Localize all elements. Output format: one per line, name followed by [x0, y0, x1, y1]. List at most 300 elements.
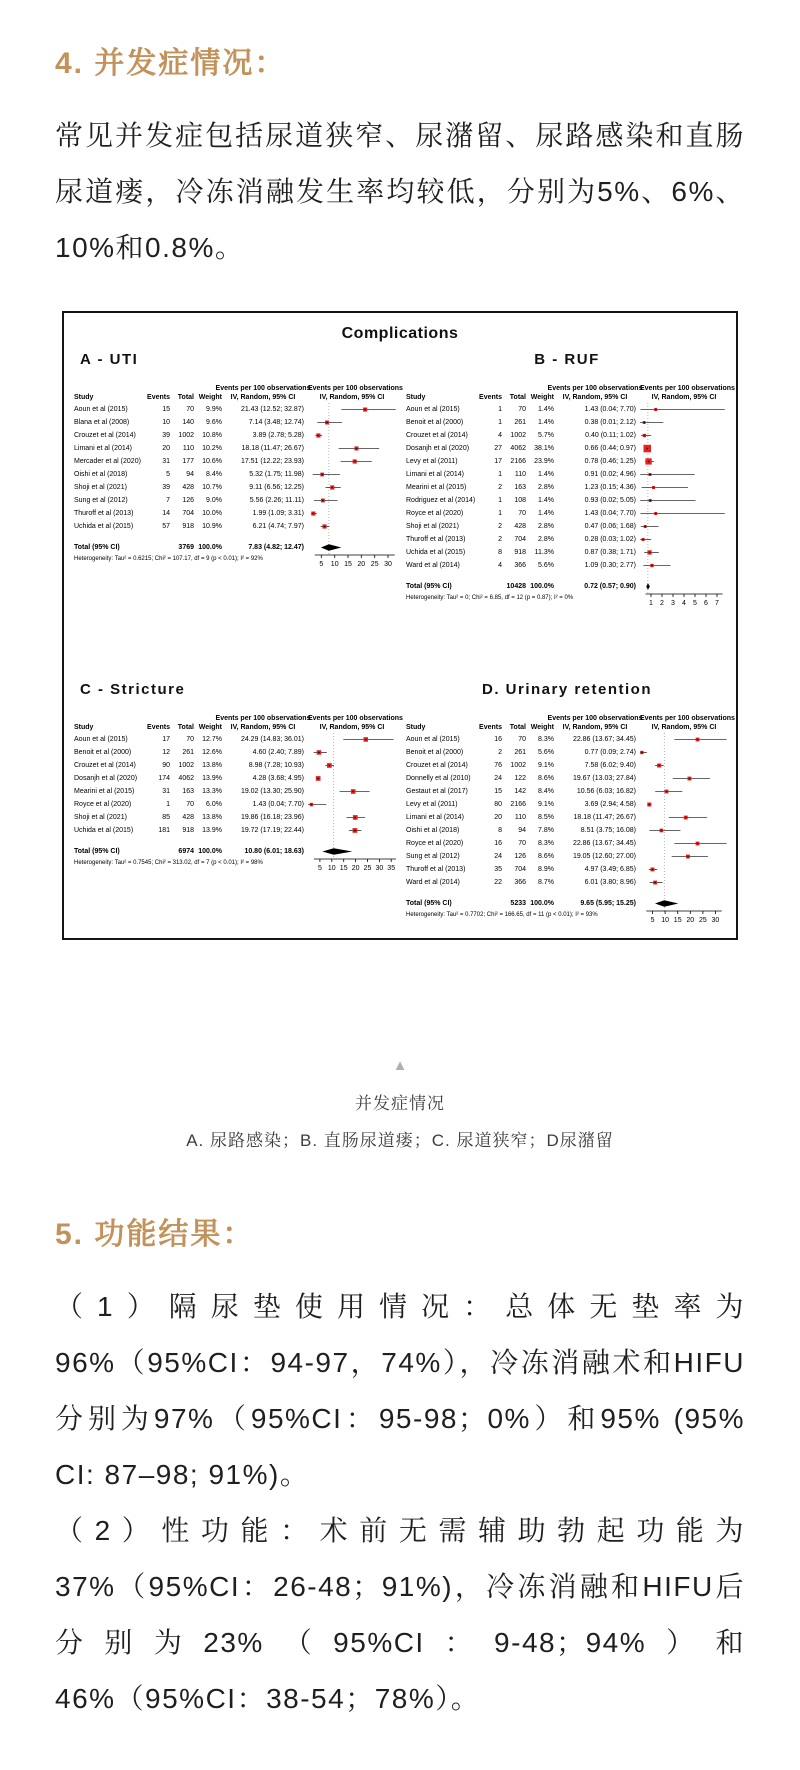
total-value: 70 [518, 840, 526, 847]
forest-table [406, 382, 643, 607]
forest-row [74, 455, 304, 468]
estimate-value: 10.56 (6.03; 16.82) [576, 788, 636, 795]
forest-row [406, 876, 636, 889]
forest-row [406, 442, 636, 455]
study-name: Levy et al (2011) [406, 458, 458, 465]
estimate-value: 0.47 (0.06; 1.68) [584, 523, 636, 530]
estimate-value: 1.43 (0.04; 7.70) [584, 510, 636, 517]
events-value: 27 [494, 445, 502, 452]
weight-value: 1.4% [538, 419, 554, 426]
events-value: 80 [494, 801, 502, 808]
estimate-value: 22.86 (13.67; 34.45) [572, 840, 636, 847]
estimate-value: 22.86 (13.67; 34.45) [572, 736, 636, 743]
total-value: 704 [182, 510, 194, 517]
weight-value: 8.3% [538, 840, 554, 847]
weight-value: 13.3% [202, 788, 222, 795]
weight-value: 9.9% [206, 406, 222, 413]
study-name: Uchida et al (2015) [74, 523, 134, 530]
estimate-value: 0.78 (0.46; 1.25) [584, 458, 636, 465]
events-value: 76 [494, 762, 502, 769]
total-value: 918 [182, 523, 194, 530]
section5-paragraph-1: （1）隔尿垫使用情况：总体无垫率为96%（95%CI：94-97，74%），冷冻消融术和HIFU分别为97%（95%CI：95-98；0%）和95% (95% CI: 87–98; 91%)。 [55, 1291, 745, 1490]
total-row: Total (95% CI) 5233 100.0% 9.65 (5.95; 15.25) [406, 900, 636, 907]
forest-plot [640, 403, 728, 607]
section5-paragraph-2: （2）性功能：术前无需辅助勃起功能为37%（95%CI：26-48；91%)，冷冻消融和HIFU后分别为23%（95%CI：9-48；94%）和46%（95%CI：38-54；78%）。 [55, 1515, 745, 1714]
svg-text:25: 25 [699, 917, 707, 924]
svg-text:15: 15 [344, 561, 352, 568]
svg-text:30: 30 [375, 865, 384, 872]
weight-value: 12.6% [202, 749, 222, 756]
events-value: 85 [162, 814, 170, 821]
events-value: 1 [498, 406, 502, 413]
section5-heading: 5. 功能结果： [55, 1218, 255, 1251]
forest-panel-stricture [74, 681, 403, 872]
total-value: 2166 [510, 801, 526, 808]
svg-text:30: 30 [711, 917, 720, 924]
events-value: 16 [494, 736, 502, 743]
total-value: 110 [514, 471, 526, 478]
weight-value: 13.8% [202, 762, 222, 769]
forest-row [406, 429, 636, 442]
forest-row [74, 442, 304, 455]
total-value: 94 [518, 827, 526, 834]
study-name: Sung et al (2012) [74, 497, 128, 504]
total-value: 163 [182, 788, 194, 795]
table-header: Study Events Total Weight Events per 100 observations IV, Random, 95% CI [74, 385, 311, 401]
estimate-value: 19.02 (13.30; 25.90) [240, 788, 304, 795]
weight-value: 9.6% [206, 419, 222, 426]
total-diamond [655, 900, 678, 906]
forest-row [406, 546, 636, 559]
study-name: Limani et al (2014) [74, 445, 132, 452]
panel-title: B - RUF [534, 351, 600, 368]
weight-value: 11.3% [534, 549, 554, 556]
weight-value: 13.9% [202, 775, 222, 782]
weight-value: 2.8% [538, 484, 554, 491]
total-value: 2166 [510, 458, 526, 465]
events-value: 1 [166, 801, 170, 808]
forest-row [74, 811, 304, 824]
study-name: Uchida et al (2015) [74, 827, 134, 834]
weight-value: 13.8% [202, 814, 222, 821]
study-name: Donnelly et al (2010) [406, 775, 471, 782]
study-name: Ward et al (2014) [406, 562, 460, 569]
weight-value: 8.4% [206, 471, 222, 478]
total-diamond [646, 583, 650, 589]
weight-value: 2.8% [538, 523, 554, 530]
svg-text:20: 20 [357, 561, 366, 568]
forest-row [406, 746, 636, 759]
weight-value: 8.7% [538, 879, 554, 886]
weight-value: 5.6% [538, 562, 554, 569]
events-value: 20 [162, 445, 170, 452]
svg-text:15: 15 [673, 917, 682, 924]
svg-text:30: 30 [384, 561, 392, 568]
total-value: 4062 [178, 775, 194, 782]
study-name: Mearini et al (2015) [74, 788, 135, 795]
weight-value: 1.4% [538, 471, 554, 478]
estimate-value: 21.43 (12.52; 32.87) [240, 406, 304, 413]
study-name: Aoun et al (2015) [74, 736, 128, 743]
events-value: 24 [494, 853, 502, 860]
weight-value: 9.1% [538, 801, 554, 808]
weight-value: 9.1% [538, 762, 554, 769]
study-name: Aoun et al (2015) [406, 406, 460, 413]
forest-row [74, 785, 304, 798]
table-header: Study Events Total Weight Events per 100 observations IV, Random, 95% CI [406, 385, 643, 401]
events-value: 1 [498, 419, 502, 426]
weight-value: 23.9% [534, 458, 554, 465]
forest-plot [308, 733, 396, 872]
estimate-value: 1.99 (1.09; 3.31) [252, 510, 304, 517]
panel-title: A - UTI [80, 351, 139, 368]
weight-value: 8.3% [538, 736, 554, 743]
events-value: 15 [162, 406, 170, 413]
study-name: Shoji et al (2021) [74, 484, 127, 491]
study-name: Crouzet et al (2014) [74, 762, 136, 769]
estimate-value: 19.05 (12.60; 27.00) [572, 853, 636, 860]
study-name: Shoji et al (2021) [74, 814, 127, 821]
estimate-value: 0.77 (0.09; 2.74) [584, 749, 636, 756]
forest-row [74, 468, 304, 481]
estimate-value: 1.43 (0.04; 7.70) [252, 801, 304, 808]
estimate-value: 24.29 (14.83; 36.01) [240, 736, 304, 743]
total-diamond [322, 848, 352, 854]
forest-row [406, 785, 636, 798]
events-value: 1 [498, 497, 502, 504]
forest-row [406, 824, 636, 837]
forest-table [74, 712, 311, 872]
events-value: 8 [498, 549, 502, 556]
svg-text:10: 10 [661, 917, 669, 924]
weight-value: 8.9% [538, 866, 554, 873]
total-row: Total (95% CI) 3769 100.0% 7.83 (4.82; 12.47) [74, 544, 304, 551]
total-value: 261 [514, 419, 526, 426]
section5-paragraphs [55, 1279, 745, 1727]
total-value: 110 [182, 445, 194, 452]
forest-row [406, 772, 636, 785]
study-name: Gestaut et al (2017) [406, 788, 468, 795]
events-value: 1 [498, 471, 502, 478]
weight-value: 8.4% [538, 788, 554, 795]
study-name: Crouzet et al (2014) [406, 762, 468, 769]
weight-value: 1.4% [538, 497, 554, 504]
weight-value: 10.0% [202, 510, 222, 517]
study-name: Limani et al (2014) [406, 471, 464, 478]
forest-row [74, 746, 304, 759]
total-value: 177 [182, 458, 194, 465]
total-value: 70 [186, 801, 194, 808]
forest-panel-urinary-retention [406, 681, 735, 924]
estimate-value: 0.28 (0.03; 1.02) [584, 536, 636, 543]
events-value: 2 [498, 484, 502, 491]
forest-row [406, 403, 636, 416]
study-name: Ward et al (2014) [406, 879, 460, 886]
weight-value: 5.6% [538, 749, 554, 756]
panel-title: C - Stricture [80, 681, 186, 698]
table-header: Study Events Total Weight Events per 100 observations IV, Random, 95% CI [74, 715, 311, 731]
events-value: 181 [158, 827, 170, 834]
estimate-value: 4.28 (3.68; 4.95) [252, 775, 304, 782]
svg-text:6: 6 [704, 600, 708, 607]
figure-title: Complications [341, 325, 459, 342]
forest-row [74, 481, 304, 494]
events-value: 12 [162, 749, 170, 756]
forest-row [406, 850, 636, 863]
svg-text:35: 35 [387, 865, 396, 872]
weight-value: 1.4% [538, 406, 554, 413]
forest-panel-grid [74, 351, 735, 924]
estimate-value: 7.58 (6.02; 9.40) [584, 762, 636, 769]
estimate-value: 1.09 (0.30; 2.77) [584, 562, 636, 569]
weight-value: 2.8% [538, 536, 554, 543]
total-value: 261 [514, 749, 526, 756]
total-value: 126 [514, 853, 526, 860]
svg-text:25: 25 [363, 865, 372, 872]
estimate-value: 0.38 (0.01; 2.12) [584, 419, 636, 426]
section4-paragraph: 常见并发症包括尿道狭窄、尿潴留、尿路感染和直肠尿道瘘，冷冻消融发生率均较低，分别为5%、6%、10%和0.8%。 [55, 120, 745, 263]
events-value: 7 [166, 497, 170, 504]
forest-row [74, 772, 304, 785]
total-value: 70 [518, 736, 526, 743]
total-row: Total (95% CI) 6974 100.0% 10.80 (6.01; 18.63) [74, 848, 304, 855]
svg-text:10: 10 [330, 561, 339, 568]
forest-row [406, 533, 636, 546]
forest-table [74, 382, 311, 568]
svg-text:5: 5 [650, 917, 655, 924]
study-name: Levy et al (2011) [406, 801, 458, 808]
estimate-value: 6.01 (3.80; 8.96) [584, 879, 636, 886]
study-name: Aoun et al (2015) [406, 736, 460, 743]
weight-value: 38.1% [534, 445, 554, 452]
svg-text:10: 10 [327, 865, 336, 872]
weight-value: 12.7% [202, 736, 222, 743]
total-value: 918 [182, 827, 194, 834]
estimate-value: 3.89 (2.78; 5.28) [252, 432, 304, 439]
weight-value: 5.7% [538, 432, 554, 439]
estimate-value: 4.97 (3.49; 6.85) [584, 866, 636, 873]
estimate-value: 0.40 (0.11; 1.02) [585, 432, 636, 439]
forest-row [74, 507, 304, 520]
weight-value: 10.2% [202, 445, 222, 452]
total-value: 142 [514, 788, 526, 795]
total-value: 110 [514, 814, 526, 821]
study-name: Oishi et al (2018) [74, 471, 128, 478]
forest-row [74, 798, 304, 811]
events-value: 4 [498, 562, 502, 569]
study-name: Shoji et al (2021) [406, 523, 459, 530]
svg-text:3: 3 [671, 600, 675, 607]
total-value: 261 [182, 749, 194, 756]
total-value: 4062 [510, 445, 526, 452]
svg-text:20: 20 [686, 917, 695, 924]
svg-text:7: 7 [715, 600, 719, 607]
forest-table [406, 712, 643, 924]
events-value: 2 [498, 523, 502, 530]
study-name: Royce et al (2020) [74, 801, 132, 808]
caption-title: 并发症情况 [355, 1094, 445, 1113]
panel-title: D. Urinary retention [481, 681, 653, 698]
study-name: Sung et al (2012) [406, 853, 460, 860]
events-value: 17 [162, 736, 170, 743]
events-value: 22 [494, 879, 502, 886]
events-value: 14 [162, 510, 170, 517]
total-value: 366 [514, 879, 526, 886]
estimate-value: 8.51 (3.75; 16.08) [580, 827, 636, 834]
study-name: Aoun et al (2015) [74, 406, 128, 413]
weight-value: 8.6% [538, 775, 554, 782]
events-value: 10 [162, 419, 170, 426]
forest-plot [308, 403, 396, 568]
svg-text:5: 5 [317, 865, 322, 872]
total-value: 140 [182, 419, 194, 426]
forest-row [406, 507, 636, 520]
study-name: Thuroff et al (2013) [406, 536, 466, 543]
study-name: Limani et al (2014) [406, 814, 464, 821]
events-value: 174 [158, 775, 170, 782]
caption-detail: A. 尿路感染；B. 直肠尿道瘘；C. 尿道狭窄；D尿潴留 [186, 1131, 614, 1150]
forest-row [406, 811, 636, 824]
triangle-up-icon: ▲ [392, 1057, 408, 1074]
estimate-value: 18.18 (11.47; 26.67) [573, 814, 636, 821]
table-header: Study Events Total Weight Events per 100 observations IV, Random, 95% CI [406, 715, 643, 731]
heterogeneity-text: Heterogeneity: Tau² = 0.7702; Chi² = 166.65, df = 11 (p < 0.01); I² = 93% [406, 912, 598, 918]
svg-text:15: 15 [339, 865, 348, 872]
forest-row [74, 416, 304, 429]
estimate-value: 19.86 (16.18; 23.96) [240, 814, 304, 821]
total-diamond [321, 544, 341, 550]
total-value: 428 [182, 484, 194, 491]
weight-value: 9.0% [206, 497, 222, 504]
study-name: Blana et al (2008) [74, 419, 130, 426]
total-value: 1002 [178, 762, 194, 769]
estimate-value: 5.32 (1.75; 11.98) [249, 471, 304, 478]
weight-value: 8.6% [538, 853, 554, 860]
total-value: 108 [514, 497, 526, 504]
events-value: 39 [162, 432, 170, 439]
section4-heading: 4. 并发症情况： [55, 47, 287, 80]
forest-row [406, 520, 636, 533]
total-value: 70 [518, 510, 526, 517]
svg-text:20: 20 [351, 865, 360, 872]
study-name: Thuroff et al (2013) [406, 866, 466, 873]
forest-row [406, 733, 636, 746]
forest-row [406, 798, 636, 811]
forest-row [406, 416, 636, 429]
total-value: 70 [518, 406, 526, 413]
estimate-value: 3.69 (2.94; 4.58) [584, 801, 636, 808]
events-value: 39 [162, 484, 170, 491]
total-value: 163 [514, 484, 526, 491]
svg-text:25: 25 [370, 561, 379, 568]
forest-panel-uti [74, 351, 403, 568]
total-value: 1002 [510, 432, 526, 439]
estimate-value: 1.43 (0.04; 7.70) [584, 406, 636, 413]
forest-row [406, 759, 636, 772]
total-value: 94 [186, 471, 194, 478]
total-value: 704 [514, 866, 526, 873]
estimate-value: 0.87 (0.38; 1.71) [584, 549, 636, 556]
weight-value: 10.7% [202, 484, 222, 491]
events-value: 35 [494, 866, 502, 873]
weight-value: 6.0% [206, 801, 222, 808]
forest-row [406, 837, 636, 850]
plot-header: Events per 100 observations IV, Random, 95% CI [308, 385, 403, 401]
forest-row [406, 559, 636, 572]
events-value: 90 [162, 762, 170, 769]
estimate-value: 0.66 (0.44; 0.97) [584, 445, 636, 452]
total-value: 70 [186, 736, 194, 743]
study-name: Royce et al (2020) [406, 840, 464, 847]
forest-row [406, 494, 636, 507]
estimate-value: 17.51 (12.22; 23.93) [240, 458, 304, 465]
plot-header: Events per 100 observations IV, Random, 95% CI [640, 385, 735, 401]
weight-value: 10.8% [202, 432, 222, 439]
figure-caption [55, 1058, 745, 1151]
forest-row [74, 824, 304, 837]
forest-row [74, 494, 304, 507]
study-name: Rodriguez et al (2014) [406, 497, 476, 504]
estimate-value: 9.11 (6.56; 12.25) [249, 484, 304, 491]
estimate-value: 0.91 (0.02; 4.96) [584, 471, 636, 478]
heterogeneity-text: Heterogeneity: Tau² = 0.6215; Chi² = 107.17, df = 9 (p < 0.01); I² = 92% [74, 556, 263, 562]
study-name: Crouzet et al (2014) [74, 432, 136, 439]
estimate-value: 5.56 (2.26; 11.11) [249, 497, 304, 504]
events-value: 1 [498, 510, 502, 517]
estimate-value: 4.60 (2.40; 7.89) [252, 749, 304, 756]
events-value: 31 [162, 458, 170, 465]
forest-row [406, 468, 636, 481]
study-name: Thuroff et al (2013) [74, 510, 134, 517]
events-value: 20 [494, 814, 502, 821]
weight-value: 1.4% [538, 510, 554, 517]
weight-value: 7.8% [538, 827, 554, 834]
forest-row [74, 733, 304, 746]
total-value: 428 [182, 814, 194, 821]
estimate-value: 6.21 (4.74; 7.97) [252, 523, 304, 530]
forest-panel-ruf [406, 351, 735, 607]
weight-value: 10.9% [202, 523, 222, 530]
events-value: 17 [494, 458, 502, 465]
plot-header: Events per 100 observations IV, Random, 95% CI [640, 715, 735, 731]
weight-value: 13.9% [202, 827, 222, 834]
study-name: Oishi et al (2018) [406, 827, 460, 834]
heterogeneity-text: Heterogeneity: Tau² = 0.7545; Chi² = 313.02, df = 7 (p < 0.01); I² = 98% [74, 860, 263, 866]
forest-plot [640, 733, 728, 924]
estimate-value: 18.18 (11.47; 26.67) [241, 445, 304, 452]
study-name: Mercader et al (2020) [74, 458, 141, 465]
events-value: 8 [498, 827, 502, 834]
total-value: 1002 [510, 762, 526, 769]
forest-row [406, 481, 636, 494]
total-value: 122 [514, 775, 526, 782]
study-name: Dosanjh et al (2020) [406, 445, 470, 452]
weight-value: 10.6% [202, 458, 222, 465]
study-name: Mearini et al (2015) [406, 484, 467, 491]
study-name: Benoit et al (2000) [406, 749, 464, 756]
events-value: 31 [162, 788, 170, 795]
forest-row [74, 403, 304, 416]
events-value: 2 [498, 536, 502, 543]
complications-figure [62, 311, 738, 940]
forest-row [406, 455, 636, 468]
total-value: 918 [514, 549, 526, 556]
study-name: Uchida et al (2015) [406, 549, 466, 556]
heterogeneity-text: Heterogeneity: Tau² = 0; Chi² = 6.85, df = 12 (p = 0.87); I² = 0% [406, 595, 574, 601]
estimate-value: 1.23 (0.15; 4.36) [584, 484, 636, 491]
total-value: 704 [514, 536, 526, 543]
svg-text:5: 5 [319, 561, 324, 568]
